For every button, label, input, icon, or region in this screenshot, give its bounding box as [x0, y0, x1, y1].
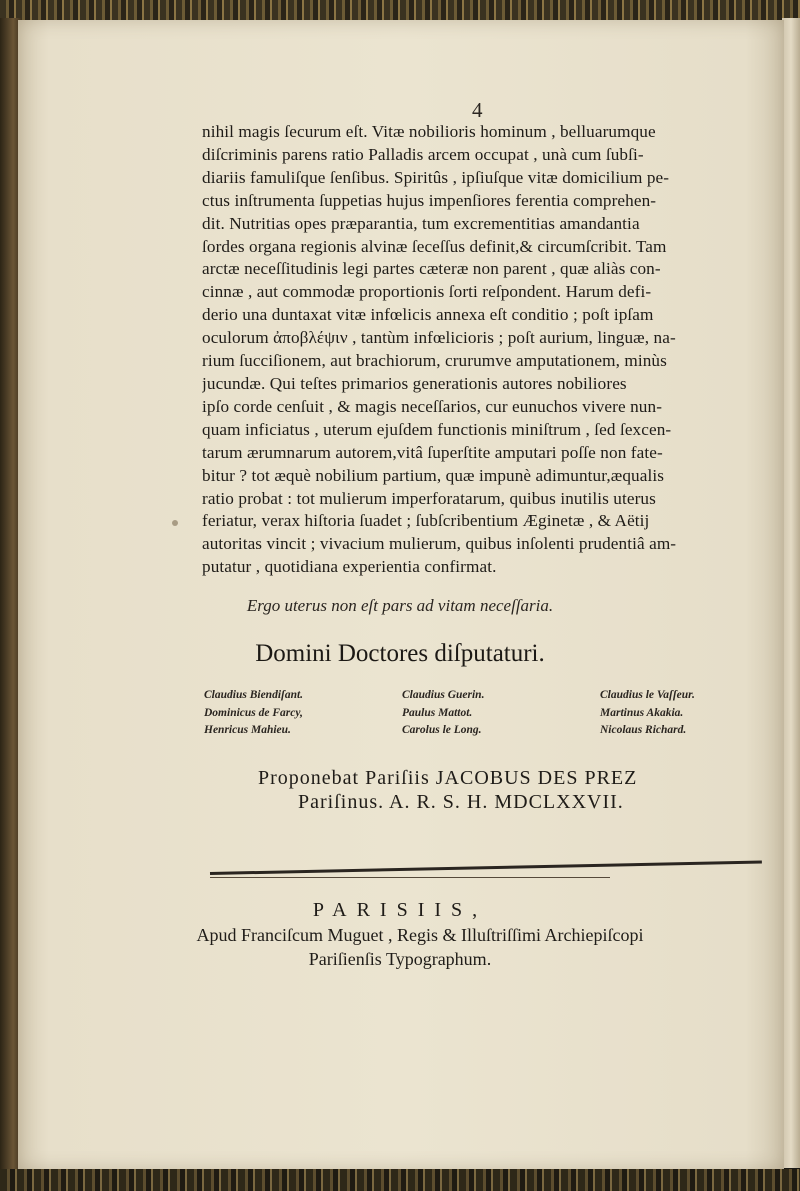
- doctor-name: Nicolaus Richard.: [600, 724, 687, 736]
- page-number: 4: [472, 98, 483, 122]
- body-line: arctæ neceſſitudinis legi partes cæteræ non parent , quæ aliàs con-: [202, 259, 661, 279]
- body-line: diſcriminis parens ratio Palladis arcem occupat , unà cum ſubſi-: [202, 144, 644, 164]
- doctor-name: Claudius le Vaſſeur.: [600, 689, 695, 701]
- adjacent-page-edge: [782, 18, 800, 1168]
- doctors-column-2: [402, 687, 484, 740]
- imprint-city: PARISIIS,: [312, 899, 488, 921]
- body-line: feriatur, verax hiſtoria ſuadet ; ſubſcribentium Æginetæ , & Aëtij: [202, 511, 650, 531]
- doctor-name: Claudius Guerin.: [402, 689, 485, 701]
- body-line: ſordes organa regionis alvinæ ſeceſſus definit,& circumſcribit. Tam: [202, 236, 667, 256]
- body-line: nihil magis ſecurum eſt. Vitæ nobilioris hominum , belluarumque: [202, 122, 656, 141]
- body-line: ipſo corde cenſuit , & magis neceſſarios, cur eunuchos vivere nun-: [202, 396, 663, 416]
- doctor-name: Carolus le Long.: [402, 724, 482, 736]
- doctors-heading: Domini Doctores diſputaturi.: [255, 640, 545, 667]
- body-line: diariis famuliſque ſenſibus. Spiritûs , ipſiuſque vitæ domicilium pe-: [202, 167, 670, 187]
- body-line: ctus inſtrumenta ſuppetias hujus impenſiores ferentia comprehen-: [202, 190, 657, 210]
- doctor-name: Martinus Akakia.: [600, 706, 684, 719]
- body-line: tarum ærumnarum autorem,vitâ ſuperſtite amputari poſſe non fate-: [202, 442, 663, 462]
- doctor-name: Paulus Mattot.: [402, 706, 473, 719]
- body-line: jucundæ. Qui teſtes primarios generationis autores nobiliores: [202, 373, 627, 393]
- body-paragraph: [202, 121, 762, 579]
- body-line: putatur , quotidiana experientia confirmat.: [202, 557, 497, 577]
- proponebat-line: Proponebat Pariſiis JACOBUS DES PREZ: [258, 767, 638, 789]
- conclusion-thesis: Ergo uterus non eſt pars ad vitam neceſſaria.: [246, 596, 554, 615]
- body-line: bitur ? tot æquè nobilium partium, quæ impunè adimuntur,æqualis: [202, 465, 664, 485]
- body-line: rium ſucciſionem, aut brachiorum, crurumve amputationem, minùs: [202, 351, 667, 371]
- body-line: quam inficiatus , uterum ejuſdem functionis miniſtrum , ſed ſexcen-: [202, 419, 672, 439]
- binding-bottom-edge: [0, 1169, 800, 1191]
- paper-stain: [172, 520, 178, 526]
- imprint-block: [0, 897, 800, 971]
- body-line: ratio probat : tot mulierum imperforatarum, quibus inutilis uterus: [202, 488, 656, 508]
- body-line: cinnæ , aut commodæ proportionis ſorti reſpondent. Harum defi-: [202, 282, 652, 302]
- proponebat-block: [258, 766, 637, 814]
- imprint-printer-title: Pariſienſis Typographum.: [308, 949, 492, 969]
- divider-rule-thin: [210, 877, 610, 878]
- doctor-name: Henricus Mahieu.: [204, 724, 291, 736]
- binding-top-edge: [0, 0, 800, 22]
- imprint-printer-line: Apud Franciſcum Muguet , Regis & Illuſtriſſimi Archiepiſcopi: [196, 925, 644, 945]
- doctor-name: Dominicus de Farcy,: [204, 706, 303, 719]
- doctors-column-1: [204, 687, 303, 740]
- body-line: dit. Nutritias opes præparantia, tum excrementitias amandantia: [202, 213, 640, 233]
- doctors-column-3: [600, 687, 695, 740]
- doctor-name: Claudius Biendiſant.: [204, 689, 304, 701]
- body-line: oculorum ἀποβλέψιν , tantùm infœlicioris ; poſt aurium, linguæ, na-: [202, 328, 676, 348]
- body-line: derio una duntaxat vitæ infœlicis annexa eſt conditio ; poſt ipſam: [202, 305, 654, 325]
- proponebat-date-line: Pariſinus. A. R. S. H. MDCLXXVII.: [298, 791, 624, 813]
- body-line: autoritas vincit ; vivacium mulierum, quibus inſolenti prudentiâ am-: [202, 534, 677, 554]
